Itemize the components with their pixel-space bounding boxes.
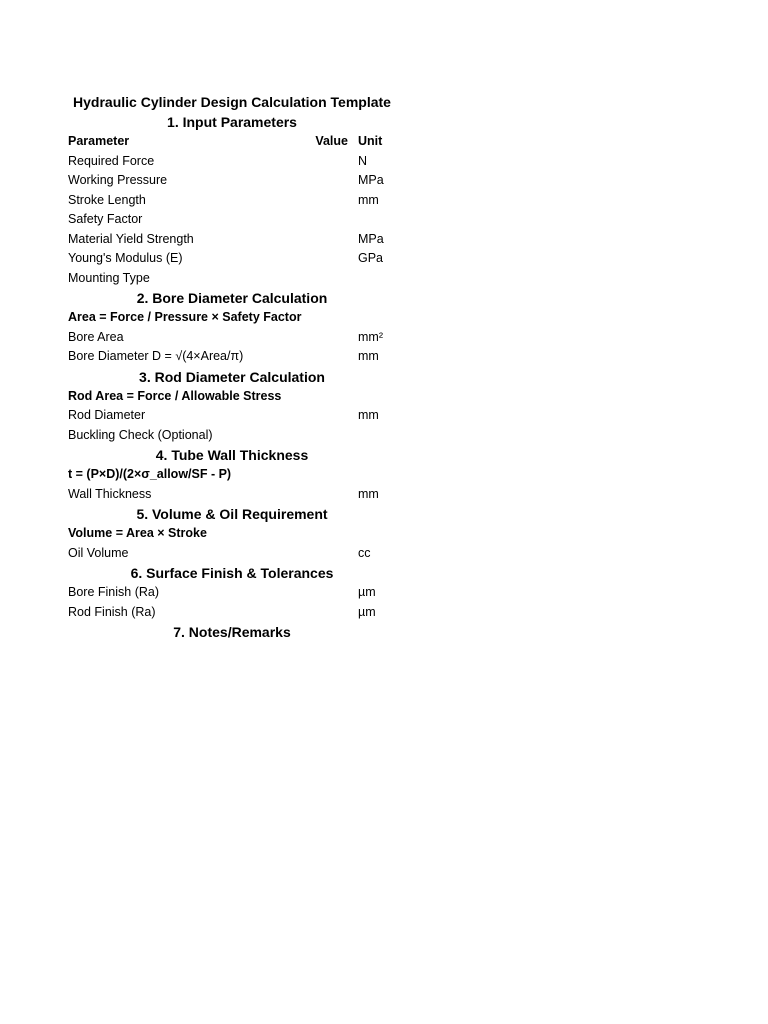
formula-wall-thickness: t = (P×D)/(2×σ_allow/SF - P) (68, 467, 232, 481)
row-unit: mm (358, 486, 379, 501)
row-label: Buckling Check (Optional) (68, 427, 213, 442)
table-row (68, 152, 398, 172)
table-row (68, 603, 398, 623)
table-row (68, 249, 398, 269)
section-heading-rod-diameter: 3. Rod Diameter Calculation (139, 368, 325, 385)
table-header-row (68, 132, 398, 152)
table-row (68, 406, 398, 426)
section-heading-volume-oil: 5. Volume & Oil Requirement (136, 506, 328, 522)
row-label: Bore Area (68, 329, 124, 344)
formula-bore-area: Area = Force / Pressure × Safety Factor (68, 310, 302, 324)
row-unit: cc (358, 545, 371, 560)
column-header-parameter: Parameter (68, 134, 130, 148)
row-unit: mm (358, 349, 379, 363)
row-label: Rod Diameter (68, 408, 146, 422)
row-label: Safety Factor (68, 212, 143, 226)
table-row (68, 328, 398, 348)
table-row (68, 426, 398, 446)
section-heading-input-parameters: 1. Input Parameters (167, 114, 297, 130)
calculation-sheet (68, 92, 398, 642)
table-row (68, 210, 398, 230)
table-row (68, 171, 398, 191)
table-row (68, 191, 398, 211)
row-unit: GPa (358, 251, 384, 265)
row-unit: N (358, 153, 368, 168)
table-row (68, 347, 398, 367)
row-label: Material Yield Strength (68, 231, 194, 246)
row-label: Required Force (68, 153, 155, 168)
row-unit: mm (358, 408, 379, 422)
document-title: Hydraulic Cylinder Design Calculation Template (73, 94, 391, 110)
row-label: Oil Volume (68, 545, 129, 560)
row-unit: MPa (358, 173, 384, 187)
row-label: Bore Diameter D = √(4×Area/π) (68, 349, 244, 363)
row-label: Working Pressure (68, 173, 168, 187)
table-row (68, 269, 398, 289)
row-label: Young's Modulus (E) (68, 251, 183, 265)
row-label: Wall Thickness (68, 486, 152, 501)
formula-rod-area: Rod Area = Force / Allowable Stress (68, 388, 282, 403)
table-row (68, 583, 398, 603)
formula-volume: Volume = Area × Stroke (68, 526, 207, 540)
table-row (68, 230, 398, 250)
section-heading-bore-diameter: 2. Bore Diameter Calculation (136, 290, 328, 306)
table-row (68, 485, 398, 505)
row-unit: mm² (358, 329, 383, 344)
row-unit: MPa (358, 231, 384, 246)
section-heading-notes-remarks: 7. Notes/Remarks (173, 624, 291, 640)
row-label: Rod Finish (Ra) (68, 604, 156, 619)
column-header-unit: Unit (358, 134, 383, 148)
section-heading-surface-finish: 6. Surface Finish & Tolerances (130, 565, 334, 581)
section-heading-tube-wall-thickness: 4. Tube Wall Thickness (155, 447, 309, 463)
table-row (68, 544, 398, 564)
column-header-value: Value (315, 134, 348, 148)
row-unit: µm (358, 585, 376, 599)
row-label: Mounting Type (68, 270, 150, 285)
row-label: Bore Finish (Ra) (68, 585, 159, 599)
row-unit: µm (358, 604, 376, 619)
row-unit: mm (358, 192, 379, 207)
row-label: Stroke Length (68, 192, 146, 207)
